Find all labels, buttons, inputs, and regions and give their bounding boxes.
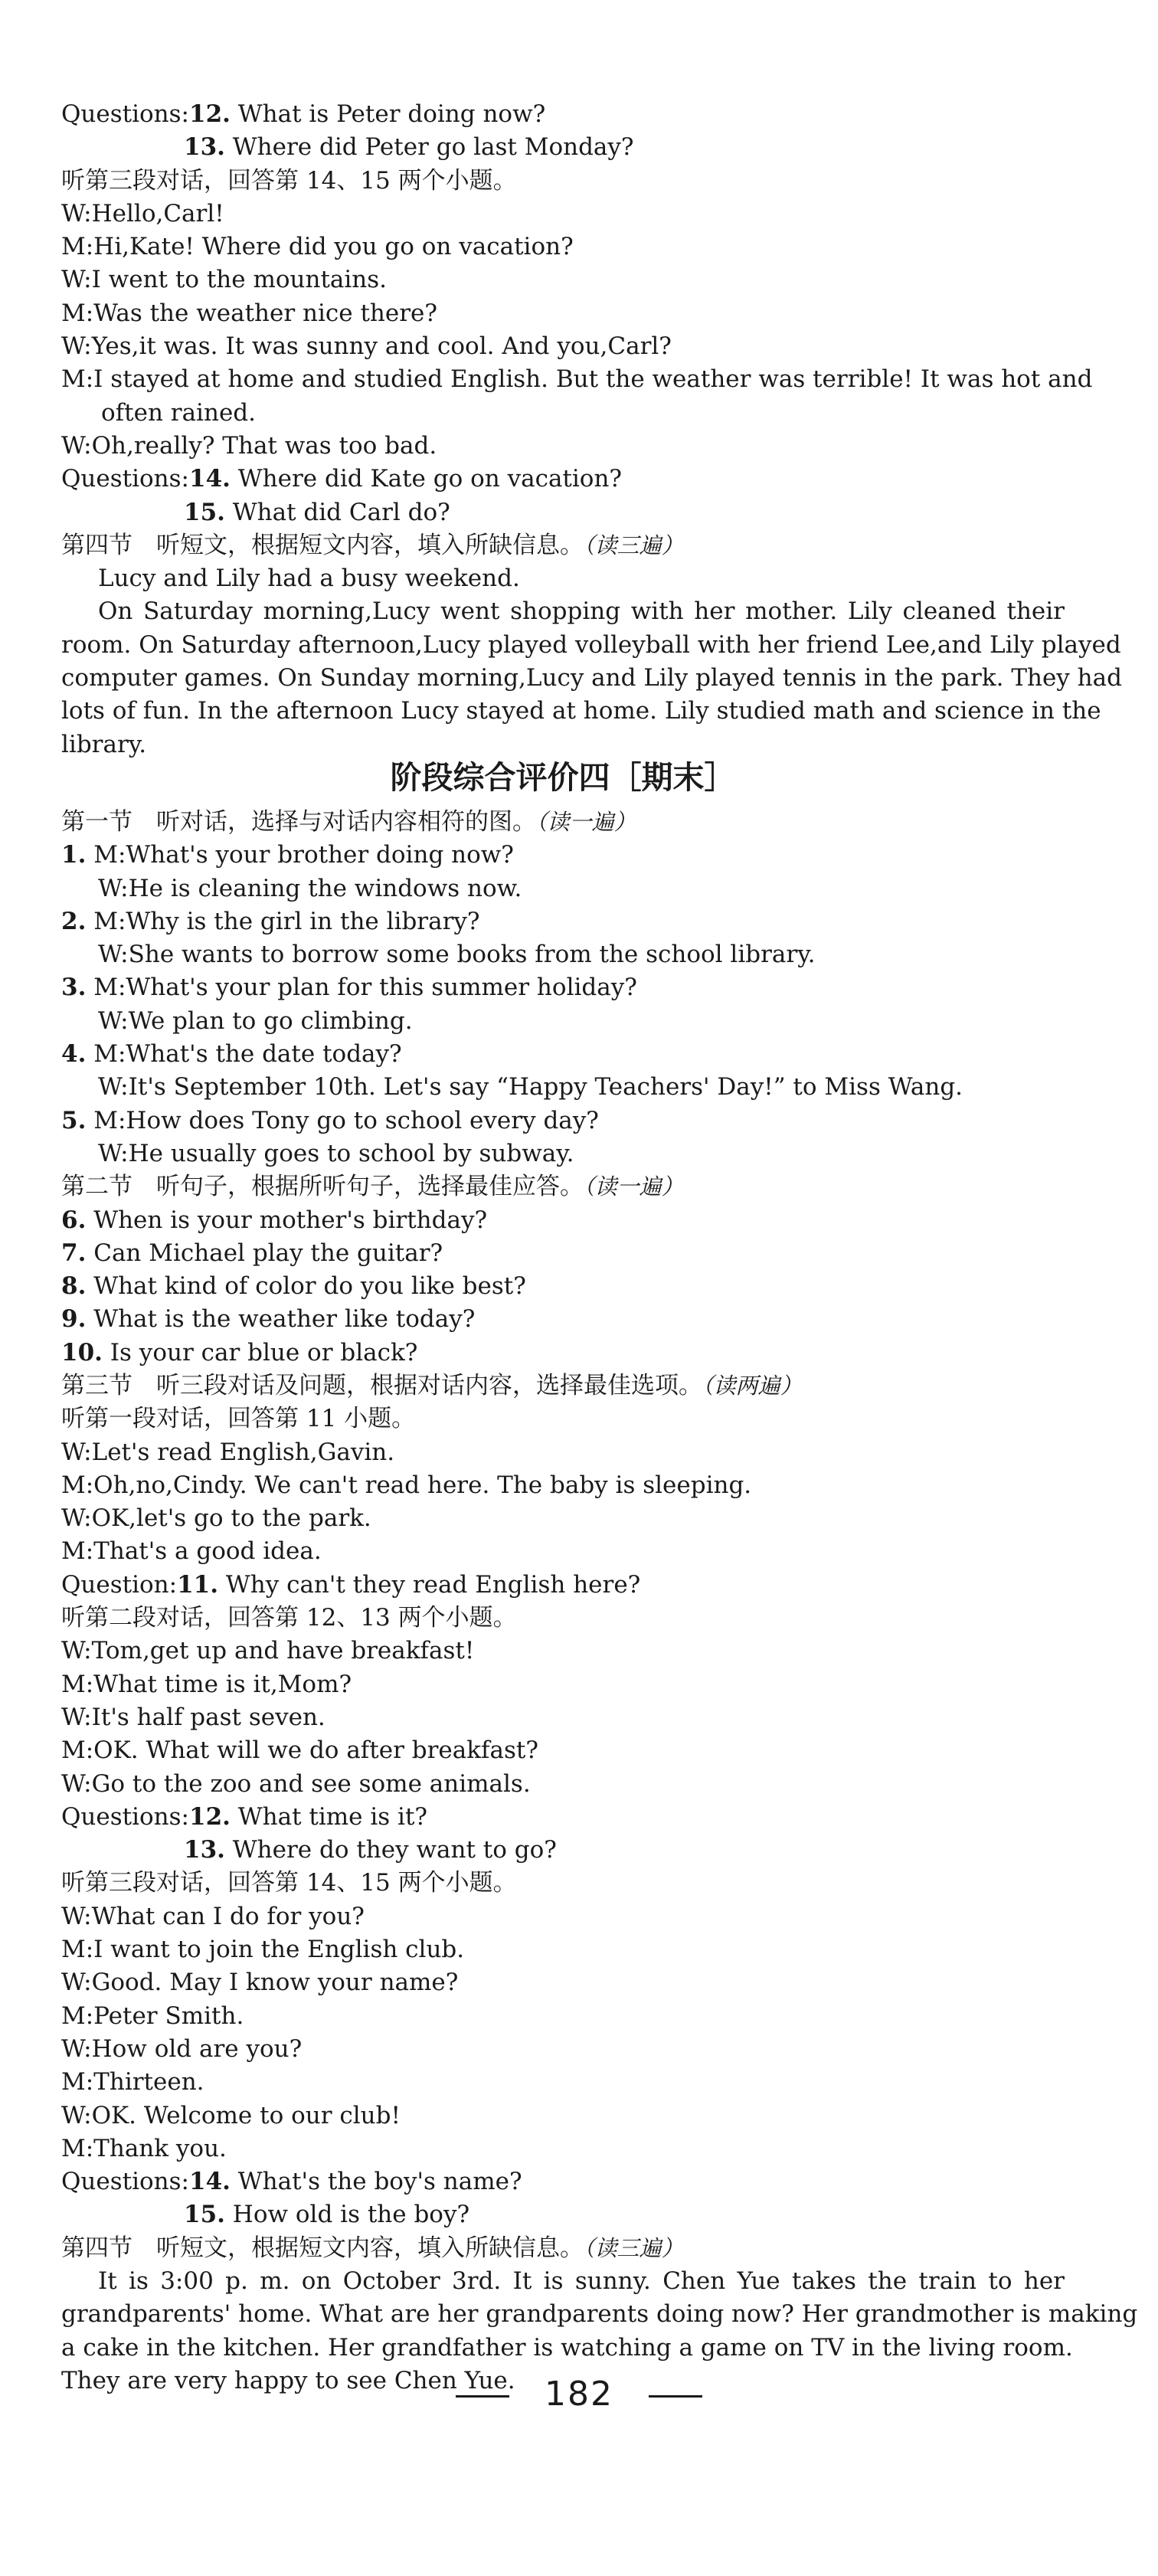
- item-number: 14.: [189, 465, 231, 493]
- text-line: [61, 330, 1065, 363]
- line-text: Can Michael play the guitar?: [86, 1239, 443, 1267]
- text-line: [61, 1734, 1065, 1767]
- line-text: computer games. On Sunday morning,Lucy and Lily played tennis in the park. They had: [61, 664, 1122, 692]
- line-text: M:Was the weather nice there?: [61, 299, 438, 327]
- text-line: [61, 839, 1065, 872]
- line-text: M:Hi,Kate! Where did you go on vacation?: [61, 233, 574, 261]
- line-text: grandparents' home. What are her grandparents doing now? Her grandmother is making: [61, 2300, 1138, 2329]
- item-number: 15.: [184, 498, 225, 526]
- line-text: They are very happy to see Chen Yue.: [61, 2366, 515, 2394]
- text-line: [61, 1701, 1065, 1734]
- item-number: 13.: [184, 1836, 225, 1864]
- line-text: What kind of color do you like best?: [86, 1272, 526, 1301]
- text-line: [61, 1303, 1065, 1336]
- line-text: M:What's the date today?: [86, 1040, 402, 1069]
- item-number: 10.: [61, 1338, 103, 1367]
- text-line: [61, 131, 1065, 164]
- text-line: [61, 1170, 1065, 1203]
- text-line: [61, 806, 1065, 839]
- line-text: W:We plan to go climbing.: [98, 1007, 413, 1035]
- text-line: [61, 2298, 1138, 2331]
- line-text: M:OK. What will we do after breakfast?: [61, 1736, 538, 1765]
- page-number: 182: [545, 2375, 613, 2414]
- line-text: W:She wants to borrow some books from the school library.: [98, 941, 816, 969]
- line-text: W:Go to the zoo and see some animals.: [61, 1769, 531, 1798]
- item-number: 5.: [61, 1106, 87, 1134]
- text-line: [61, 263, 1065, 296]
- text-line: [61, 595, 1065, 628]
- text-line: [61, 1038, 1065, 1071]
- line-text: Is your car blue or black?: [102, 1338, 418, 1367]
- item-number: 15.: [184, 2201, 225, 2229]
- line-text: W:OK,let's go to the park.: [61, 1504, 371, 1533]
- footer-dash-left: [456, 2395, 509, 2398]
- line-text: On Saturday morning,Lucy went shopping with her mother. Lily cleaned their: [98, 597, 1065, 626]
- text-line: [61, 1535, 1065, 1568]
- text-line: [61, 2132, 1065, 2165]
- line-text: 第三节 听三段对话及问题，根据对话内容，选择最佳选项。: [61, 1371, 702, 1399]
- line-text: 第一节 听对话，选择与对话内容相符的图。: [61, 807, 536, 836]
- line-text: 第二节 听句子，根据所听句子，选择最佳应答。: [61, 1173, 584, 1201]
- text-line: [61, 397, 1065, 430]
- question-label: Questions:: [61, 2168, 189, 2196]
- footer-dash-right: [649, 2395, 702, 2398]
- line-text: What is Peter doing now?: [230, 100, 546, 128]
- line-text: W:Oh,really? That was too bad.: [61, 431, 437, 460]
- text-line: [61, 1337, 1065, 1370]
- item-number: 7.: [61, 1239, 87, 1267]
- line-text: 第四节 听短文，根据短文内容，填入所缺信息。: [61, 2234, 584, 2262]
- line-text: W:Yes,it was. It was sunny and cool. And you,Carl?: [61, 332, 672, 361]
- line-text: W:Tom,get up and have breakfast!: [61, 1637, 475, 1665]
- text-line: [61, 971, 1065, 1004]
- reading-note: （读一遍）: [536, 808, 636, 835]
- text-line: [61, 529, 1065, 562]
- text-line: [61, 1105, 1065, 1137]
- item-number: 14.: [189, 2168, 231, 2196]
- text-line: [61, 1469, 1065, 1502]
- text-line: [61, 1635, 1065, 1668]
- text-line: [61, 629, 1121, 662]
- text-line: [61, 1933, 1065, 1966]
- text-line: [61, 363, 1093, 396]
- line-text: M:What's your brother doing now?: [86, 841, 514, 869]
- line-text: Why can't they read English here?: [218, 1570, 641, 1599]
- text-line: [61, 2066, 1065, 2099]
- line-text: M:I stayed at home and studied English. But the weather was terrible! It was hot and: [61, 365, 1093, 394]
- text-line: [61, 905, 1065, 938]
- question-label: Question:: [61, 1570, 178, 1599]
- line-text: Lucy and Lily had a busy weekend.: [98, 565, 520, 593]
- item-number: 9.: [61, 1305, 87, 1334]
- line-text: M:How does Tony go to school every day?: [86, 1106, 599, 1134]
- text-line: [61, 2033, 1065, 2066]
- text-line: [61, 562, 1065, 595]
- line-text: M:Peter Smith.: [61, 2002, 244, 2030]
- item-number: 8.: [61, 1272, 87, 1301]
- line-text: When is your mother's birthday?: [86, 1206, 488, 1234]
- text-line: [61, 165, 1065, 198]
- line-text: W:Good. May I know your name?: [61, 1969, 459, 1997]
- text-line: [61, 1204, 1065, 1237]
- text-line: [61, 1370, 1065, 1403]
- text-line: [61, 1867, 1065, 1900]
- text-line: [61, 2000, 1065, 2033]
- page-footer: [0, 2375, 1158, 2414]
- line-text: 听第三段对话，回答第 14、15 两个小题。: [61, 166, 517, 195]
- text-line: [61, 198, 1065, 231]
- line-text: M:Why is the girl in the library?: [86, 907, 480, 935]
- line-text: It is 3:00 p. m. on October 3rd. It is sunny. Chen Yue takes the train to her: [98, 2267, 1065, 2295]
- question-label: Questions:: [61, 100, 189, 128]
- line-text: 阶段综合评价四［期末］: [390, 758, 736, 796]
- reading-note: （读三遍）: [584, 532, 684, 558]
- document-body: [61, 98, 1138, 2398]
- line-text: M:What's your plan for this summer holiday?: [86, 974, 637, 1002]
- line-text: library.: [61, 730, 147, 758]
- text-line: [61, 463, 1065, 496]
- section-title: [61, 758, 1065, 806]
- line-text: M:That's a good idea.: [61, 1537, 322, 1566]
- line-text: a cake in the kitchen. Her grandfather is watching a game on TV in the living room.: [61, 2333, 1073, 2362]
- question-label: Questions:: [61, 1802, 189, 1831]
- line-text: W:Hello,Carl!: [61, 199, 224, 227]
- text-line: [61, 872, 1065, 905]
- text-line: [61, 1237, 1065, 1270]
- text-line: [61, 98, 1065, 131]
- item-number: 2.: [61, 907, 87, 935]
- line-text: What time is it?: [230, 1802, 428, 1831]
- line-text: How old is the boy?: [224, 2201, 470, 2229]
- line-text: W:He usually goes to school by subway.: [98, 1139, 574, 1167]
- item-number: 6.: [61, 1206, 87, 1234]
- line-text: room. On Saturday afternoon,Lucy played volleyball with her friend Lee,and Lily played: [61, 630, 1121, 659]
- text-line: [61, 1403, 1065, 1435]
- question-label: Questions:: [61, 465, 189, 493]
- text-line: [61, 1668, 1065, 1701]
- line-text: M:Thank you.: [61, 2134, 227, 2162]
- text-line: [61, 1436, 1065, 1469]
- line-text: W:OK. Welcome to our club!: [61, 2101, 401, 2129]
- item-number: 1.: [61, 841, 87, 869]
- text-line: [61, 1270, 1065, 1303]
- text-line: [61, 728, 1065, 761]
- text-line: [61, 2165, 1065, 2198]
- text-line: [61, 1569, 1065, 1602]
- item-number: 13.: [184, 133, 225, 162]
- line-text: W:Let's read English,Gavin.: [61, 1438, 395, 1466]
- line-text: W:It's half past seven.: [61, 1703, 325, 1731]
- text-line: [61, 2100, 1065, 2132]
- line-text: W:It's September 10th. Let's say “Happy Teachers' Day!” to Miss Wang.: [98, 1073, 963, 1101]
- text-line: [61, 1005, 1065, 1038]
- text-line: [61, 1071, 1065, 1104]
- line-text: 听第一段对话，回答第 11 小题。: [61, 1405, 416, 1433]
- line-text: W:He is cleaning the windows now.: [98, 874, 522, 902]
- line-text: W:What can I do for you?: [61, 1902, 365, 1930]
- text-line: [61, 2232, 1065, 2265]
- line-text: Where do they want to go?: [224, 1836, 557, 1864]
- reading-note: （读两遍）: [702, 1372, 803, 1399]
- text-line: [61, 1834, 1065, 1867]
- line-text: What did Carl do?: [224, 498, 450, 526]
- reading-note: （读一遍）: [584, 1173, 684, 1200]
- line-text: 第四节 听短文，根据短文内容，填入所缺信息。: [61, 531, 584, 559]
- text-line: [61, 1900, 1065, 1933]
- item-number: 12.: [189, 1802, 231, 1831]
- text-line: [61, 2265, 1065, 2298]
- text-line: [61, 2332, 1073, 2365]
- text-line: [61, 1502, 1065, 1535]
- text-line: [61, 430, 1065, 463]
- line-text: What's the boy's name?: [230, 2168, 522, 2196]
- text-line: [61, 231, 1065, 263]
- line-text: 听第三段对话，回答第 14、15 两个小题。: [61, 1869, 517, 1897]
- line-text: M:What time is it,Mom?: [61, 1670, 352, 1698]
- text-line: [61, 662, 1122, 695]
- line-text: Where did Peter go last Monday?: [224, 133, 634, 162]
- line-text: W:I went to the mountains.: [61, 266, 388, 294]
- text-line: [61, 938, 1065, 971]
- text-line: [61, 1137, 1065, 1170]
- text-line: [61, 297, 1065, 330]
- line-text: W:How old are you?: [61, 2034, 303, 2063]
- item-number: 11.: [177, 1570, 219, 1599]
- line-text: M:Thirteen.: [61, 2068, 204, 2096]
- line-text: lots of fun. In the afternoon Lucy stayed at home. Lily studied math and science in the: [61, 697, 1101, 725]
- text-line: [61, 496, 1065, 529]
- text-line: [61, 1801, 1065, 1834]
- text-line: [61, 2198, 1065, 2231]
- item-number: 4.: [61, 1040, 87, 1069]
- line-text: 听第二段对话，回答第 12、13 两个小题。: [61, 1604, 517, 1632]
- line-text: often rained.: [101, 398, 256, 427]
- text-line: [61, 695, 1101, 728]
- text-line: [61, 1602, 1065, 1635]
- line-text: M:Oh,no,Cindy. We can't read here. The baby is sleeping.: [61, 1471, 752, 1499]
- line-text: Where did Kate go on vacation?: [230, 465, 623, 493]
- item-number: 3.: [61, 974, 87, 1002]
- text-line: [61, 1966, 1065, 1999]
- reading-note: （读三遍）: [584, 2234, 684, 2261]
- text-line: [61, 1768, 1065, 1801]
- line-text: What is the weather like today?: [86, 1305, 476, 1334]
- item-number: 12.: [189, 100, 231, 128]
- line-text: M:I want to join the English club.: [61, 1936, 465, 1964]
